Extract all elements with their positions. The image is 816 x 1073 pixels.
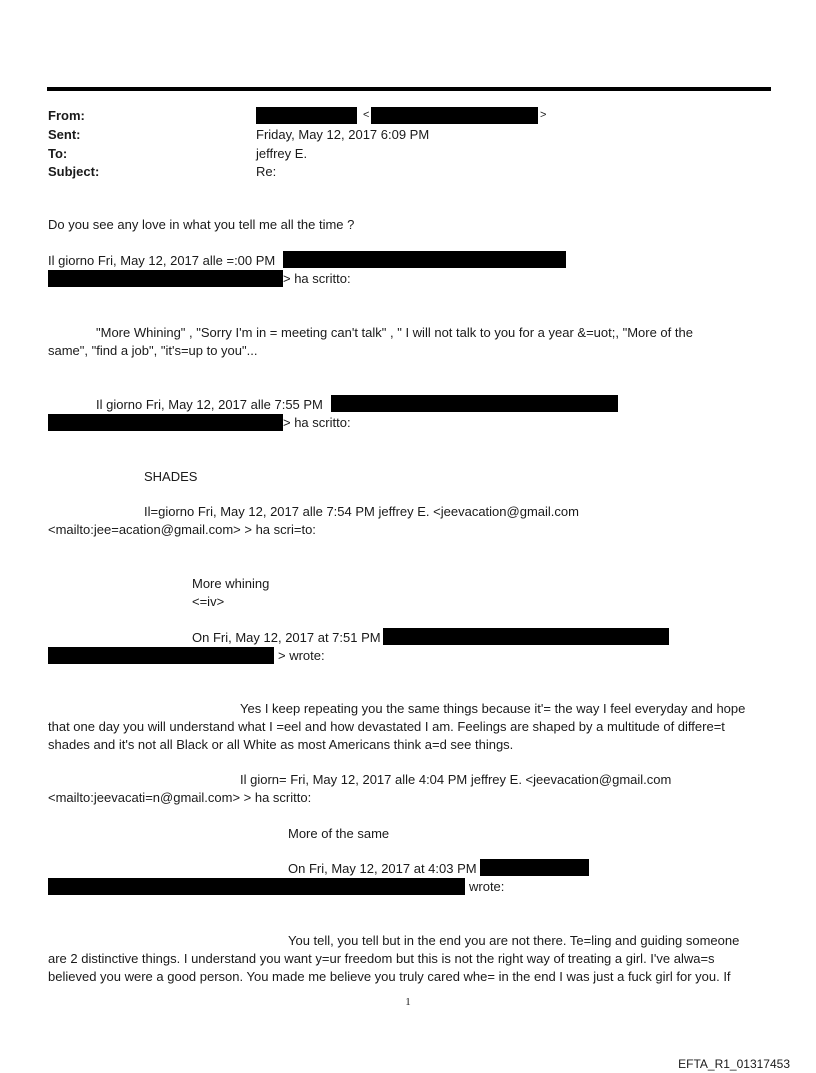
to-label: To: <box>48 146 68 161</box>
quote-4-intro: On Fri, May 12, 2017 at 7:51 PM <box>192 630 381 645</box>
redacted-quote-4-sender <box>383 628 669 645</box>
header-rule <box>47 87 771 91</box>
quote-3-intro-a: Il=giorno Fri, May 12, 2017 alle 7:54 PM jeffrey E. <jeevacation@gmail.com <box>144 504 579 519</box>
redacted-quote-2-sender <box>331 395 618 412</box>
sent-label: Sent: <box>48 127 81 142</box>
quote-5-intro-b: <mailto:jeevacati=n@gmail.com> > ha scritto: <box>48 790 312 805</box>
quote-3-intro-b: <mailto:jee=acation@gmail.com> > ha scri=to: <box>48 522 316 537</box>
redacted-sender-name <box>256 107 357 124</box>
quote-6-tail: wrote: <box>469 879 505 894</box>
from-close-bracket: > <box>540 109 547 121</box>
quote-4-text-a: Yes I keep repeating you the same things because it'= the way I feel everyday and hope <box>240 701 746 716</box>
redacted-quote-4-email <box>48 647 274 664</box>
redacted-quote-6-email <box>48 878 465 895</box>
quote-2-text: SHADES <box>144 469 198 484</box>
from-open-bracket: < <box>363 109 370 121</box>
page-number: 1 <box>405 996 411 1008</box>
quote-5-intro-a: Il giorn= Fri, May 12, 2017 alle 4:04 PM jeffrey E. <jeevacation@gmail.com <box>240 772 672 787</box>
quote-1-text-a: "More Whining" , "Sorry I'm in = meeting can't talk" , " I will not talk to you for a year &=uot;, "More of the <box>96 325 693 340</box>
quote-3-text-b: <=iv> <box>192 594 225 609</box>
quote-1-intro: Il giorno Fri, May 12, 2017 alle =:00 PM <box>48 253 276 268</box>
quote-4-tail: > wrote: <box>278 648 325 663</box>
quote-5-text: More of the same <box>288 826 390 841</box>
quote-2-tail: > ha scritto: <box>283 415 351 430</box>
body-line-1: Do you see any love in what you tell me all the time ? <box>48 217 355 232</box>
bates-number: EFTA_R1_01317453 <box>678 1057 790 1071</box>
quote-6-text-b: are 2 distinctive things. I understand you want y=ur freedom but this is not the right way of treating a girl. I've alwa=s <box>48 951 715 966</box>
redacted-quote-2-email <box>48 414 283 431</box>
subject-label: Subject: <box>48 164 100 179</box>
sent-value: Friday, May 12, 2017 6:09 PM <box>256 127 430 142</box>
redacted-sender-email <box>371 107 538 124</box>
quote-1-tail: > ha scritto: <box>283 271 351 286</box>
quote-4-text-b: that one day you will understand what I =eel and how devastated I am. Feelings are shaped by a multitude of differe=t <box>48 719 725 734</box>
redacted-quote-1-email <box>48 270 283 287</box>
redacted-quote-6-sender <box>480 859 589 876</box>
quote-3-text-a: More whining <box>192 576 270 591</box>
quote-2-intro: Il giorno Fri, May 12, 2017 alle 7:55 PM <box>96 397 323 412</box>
subject-value: Re: <box>256 164 277 179</box>
quote-4-text-c: shades and it's not all Black or all White as most Americans think a=d see things. <box>48 737 514 752</box>
quote-6-text-a: You tell, you tell but in the end you are not there. Te=ling and guiding someone <box>288 933 740 948</box>
redacted-quote-1-sender <box>283 251 566 268</box>
quote-6-text-c: believed you were a good person. You made me believe you truly cared whe= in the end I was just a fuck girl for you. If <box>48 969 731 984</box>
from-label: From: <box>48 108 85 123</box>
quote-1-text-b: same", "find a job", "it's=up to you"... <box>48 343 258 358</box>
quote-6-intro: On Fri, May 12, 2017 at 4:03 PM <box>288 861 477 876</box>
to-value: jeffrey E. <box>256 146 308 161</box>
